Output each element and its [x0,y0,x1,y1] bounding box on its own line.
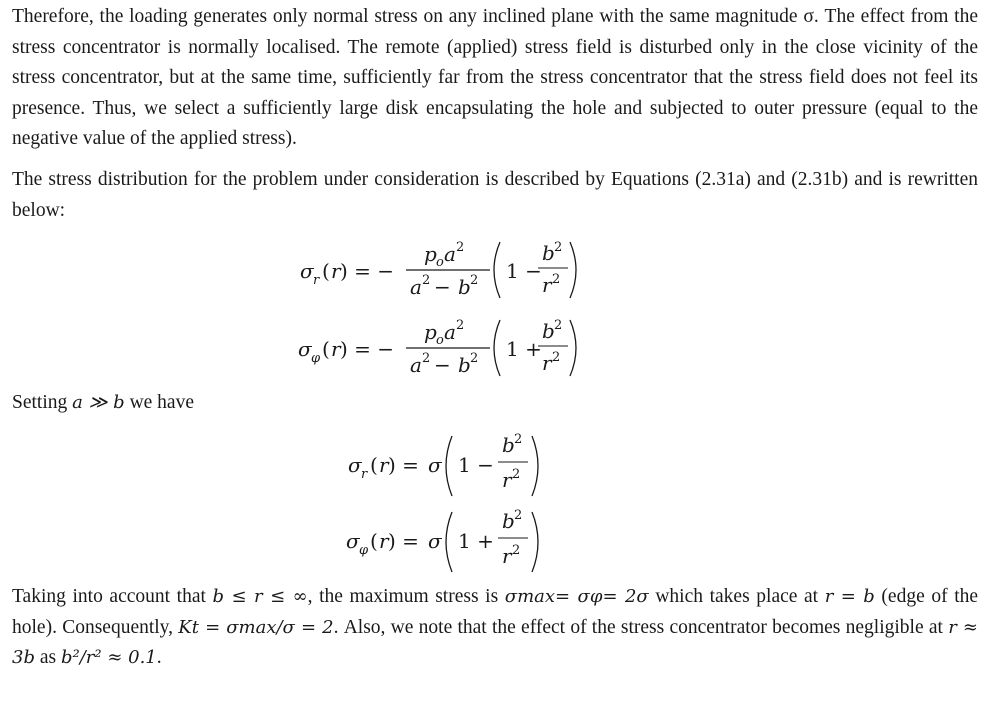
svg-text:a: a [444,320,456,344]
svg-text:1 +: 1 + [458,529,494,553]
svg-text:) =: ) = [388,529,419,553]
svg-text:r: r [379,529,389,553]
svg-text:) =: ) = [388,453,419,477]
svg-text:r: r [502,468,512,492]
equation-sigma-phi-general [298,318,576,377]
paragraph-conclusion: Taking into account that b ≤ r ≤ ∞, the maximum stress is σmax= σφ= 2σ which takes place at r = b (edge of the hole). Consequently, Kt = σmax/σ = 2. Also, we note that the effect of the stress concentrator becomes negligible at r ≈ 3b as b²/r² ≈ 0.1. [12,586,979,668]
svg-text:r: r [331,259,341,283]
svg-text:σ: σ [348,453,362,477]
svg-text:σ: σ [300,259,314,283]
paragraph-intro: Therefore, the loading generates only normal stress on any inclined plane with the same magnitude σ. The effect from the stress concentrator is normally localised. The remote (applied) stress field is disturbed only in the close vicinity of the stress concentrator, but at the same time, sufficiently far from the stress concentrator that the stress field does not feel its presence. Thus, we select a sufficiently large disk encapsulating the hole and subjected to outer pressure (equal to the negative value of the applied stress). [12,6,978,149]
svg-text:r: r [542,351,552,375]
setting-suffix: we have [124,392,194,413]
svg-text:2: 2 [470,273,479,288]
math-r-equals-b: r = b [824,586,875,607]
svg-text:2: 2 [422,351,431,366]
svg-text:1 −: 1 − [458,453,494,477]
svg-text:b: b [502,433,515,457]
svg-text:2: 2 [514,508,523,523]
svg-text:b: b [458,275,471,299]
svg-text:−: − [434,353,451,377]
svg-text:2: 2 [456,318,465,333]
svg-text:2: 2 [552,350,561,365]
svg-text:a: a [444,242,456,266]
equation-sigma-phi-limit [346,508,538,572]
svg-text:2: 2 [552,272,561,287]
math-kt: Kt = σmax/σ = 2 [178,616,334,638]
svg-text:2: 2 [554,318,563,333]
svg-text:) = −: ) = − [340,259,395,283]
svg-text:2: 2 [456,240,465,255]
svg-text:σ: σ [298,337,312,361]
svg-text:(: ( [322,259,330,283]
setting-line [12,388,978,419]
svg-text:(: ( [370,529,378,553]
svg-text:2: 2 [512,543,521,558]
svg-text:−: − [434,275,451,299]
svg-text:(: ( [370,453,378,477]
svg-text:a: a [410,275,422,299]
svg-text:σ: σ [428,453,442,477]
svg-text:2: 2 [470,351,479,366]
setting-math: a ≫ b [72,392,125,413]
svg-text:p: p [424,242,437,266]
svg-text:b: b [502,509,515,533]
svg-text:2: 2 [512,467,521,482]
svg-text:r: r [313,273,320,288]
svg-text:b: b [458,353,471,377]
svg-text:a: a [410,353,422,377]
equation-sigma-r-limit [348,432,538,496]
svg-text:b: b [542,241,555,265]
svg-text:1 −: 1 − [506,259,542,283]
svg-text:p: p [424,320,437,344]
svg-text:r: r [331,337,341,361]
math-max-stress: σmax= σφ= 2σ [504,586,649,607]
svg-text:r: r [542,273,552,297]
svg-text:r: r [502,544,512,568]
svg-text:o: o [436,333,444,348]
math-r-approx: r ≈ 3b [12,616,978,668]
svg-text:b: b [542,319,555,343]
svg-text:σ: σ [428,529,442,553]
svg-text:φ: φ [359,543,369,558]
svg-text:) = −: ) = − [340,337,395,361]
svg-text:r: r [361,467,368,482]
equation-sigma-r-general [300,240,576,299]
svg-text:1 +: 1 + [506,337,542,361]
svg-text:2: 2 [514,432,523,447]
math-range: b ≤ r ≤ ∞ [212,586,308,607]
math-ratio: b²/r² ≈ 0.1 [60,647,157,668]
svg-text:o: o [436,255,444,270]
svg-text:φ: φ [311,351,321,366]
svg-text:(: ( [322,337,330,361]
setting-prefix: Setting [12,392,73,413]
svg-text:2: 2 [422,273,431,288]
svg-text:σ: σ [346,529,360,553]
svg-text:r: r [379,453,389,477]
paragraph-stress-distribution: The stress distribution for the problem under consideration is described by Equations (2.31a) and (2.31b) and is rewritten below: [12,169,978,221]
svg-text:2: 2 [554,240,563,255]
